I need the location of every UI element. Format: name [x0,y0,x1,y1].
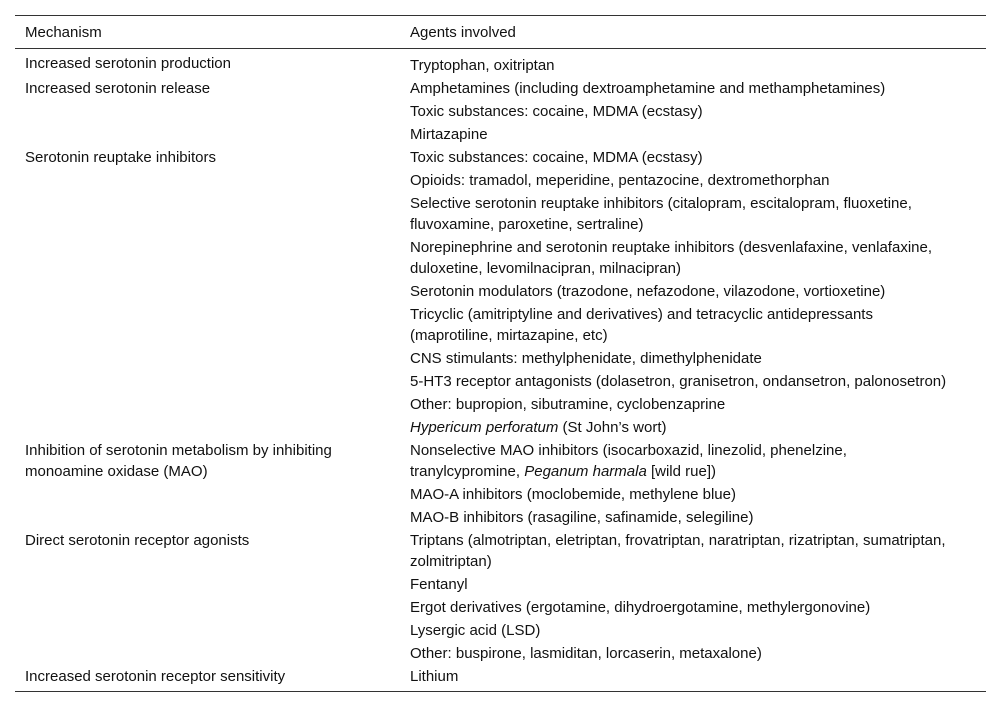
mechanism-cell: Increased serotonin production [25,55,231,72]
agent-item [410,145,986,168]
agent-text: Tryptophan, oxitriptan [410,57,555,74]
agent-text-italic: Peganum harmala [524,463,647,480]
agent-item [410,346,986,369]
agent-text: Other: bupropion, sibutramine, cyclobenzaprine [410,396,726,413]
agent-item [410,528,986,572]
agent-text: Ergot derivatives (ergotamine, dihydroergotamine, methylergonovine) [410,599,871,616]
mechanism-cell: Serotonin reuptake inhibitors [25,149,216,166]
agent-text: Lithium [410,668,459,685]
agent-item [410,191,986,235]
agent-text: Amphetamines (including dextroamphetamine and methamphetamines) [410,80,886,97]
agent-text: MAO-B inhibitors (rasagiline, safinamide, selegiline) [410,509,754,526]
agent-item [410,618,986,641]
agent-text-italic: Hypericum perforatum [410,419,559,436]
agent-text: Nonselective MAO inhibitors (isocarboxazid, linezolid, phenelzine, tranylcypromine, [410,442,847,480]
mechanism-cell: Direct serotonin receptor agonists [25,532,250,549]
agent-item [410,53,986,76]
mechanism-cell: Increased serotonin receptor sensitivity [25,668,286,685]
agent-text: Serotonin modulators (trazodone, nefazodone, vilazodone, vortioxetine) [410,283,886,300]
header-mechanism: Mechanism [25,23,102,41]
agent-text: Triptans (almotriptan, eletriptan, frovatriptan, naratriptan, rizatriptan, sumatriptan, zolmitriptan) [410,532,946,570]
agent-text: Fentanyl [410,576,468,593]
table-body [15,49,986,692]
agent-item [410,99,986,122]
agent-item [410,122,986,145]
agent-item [410,369,986,392]
agent-text: Other: buspirone, lasmiditan, lorcaserin, metaxalone) [410,645,762,662]
agent-text: Toxic substances: cocaine, MDMA (ecstasy) [410,103,703,120]
agent-item [410,482,986,505]
agent-text: Norepinephrine and serotonin reuptake inhibitors (desvenlafaxine, venlafaxine, duloxetine, levomilnacipran, milnacipran) [410,239,932,277]
table-row [15,145,986,438]
agents-cell [400,528,986,664]
table-row [15,76,986,145]
table-row [15,528,986,664]
agents-cell [400,76,986,145]
agent-text: Mirtazapine [410,126,488,143]
table-container [15,15,986,692]
agent-item [410,392,986,415]
agent-text: (St John’s wort) [558,419,667,436]
agents-cell [400,49,986,77]
agent-item [410,505,986,528]
agent-text: Selective serotonin reuptake inhibitors (citalopram, escitalopram, fluoxetine, fluvoxamine, paroxetine, sertraline) [410,195,912,233]
agent-item [410,279,986,302]
agent-item [410,438,986,482]
agent-text: CNS stimulants: methylphenidate, dimethylphenidate [410,350,762,367]
agent-item [410,415,986,438]
mechanism-cell: Inhibition of serotonin metabolism by inhibiting monoamine oxidase (MAO) [25,442,332,480]
agent-item [410,168,986,191]
mechanism-cell: Increased serotonin release [25,80,211,97]
agents-cell [400,438,986,528]
agent-text: MAO-A inhibitors (moclobemide, methylene blue) [410,486,736,503]
agents-cell [400,664,986,692]
agent-item [410,235,986,279]
header-row [15,16,986,49]
mechanism-table [15,15,986,692]
agent-text: Toxic substances: cocaine, MDMA (ecstasy) [410,149,703,166]
table-row [15,49,986,77]
agent-item [410,572,986,595]
agent-item [410,302,986,346]
agent-text: Tricyclic (amitriptyline and derivatives) and tetracyclic antidepressants (maprotiline, mirtazapine, etc) [410,306,873,344]
table-row [15,438,986,528]
agent-item [410,76,986,99]
agent-text: [wild rue]) [646,463,716,480]
agents-cell [400,145,986,438]
agent-text: 5-HT3 receptor antagonists (dolasetron, granisetron, ondansetron, palonosetron) [410,373,947,390]
agent-text: Opioids: tramadol, meperidine, pentazocine, dextromethorphan [410,172,830,189]
agent-item [410,595,986,618]
agent-text: Lysergic acid (LSD) [410,622,541,639]
agent-item [410,664,986,687]
header-agents: Agents involved [410,23,516,41]
agent-item [410,641,986,664]
table-row [15,664,986,692]
